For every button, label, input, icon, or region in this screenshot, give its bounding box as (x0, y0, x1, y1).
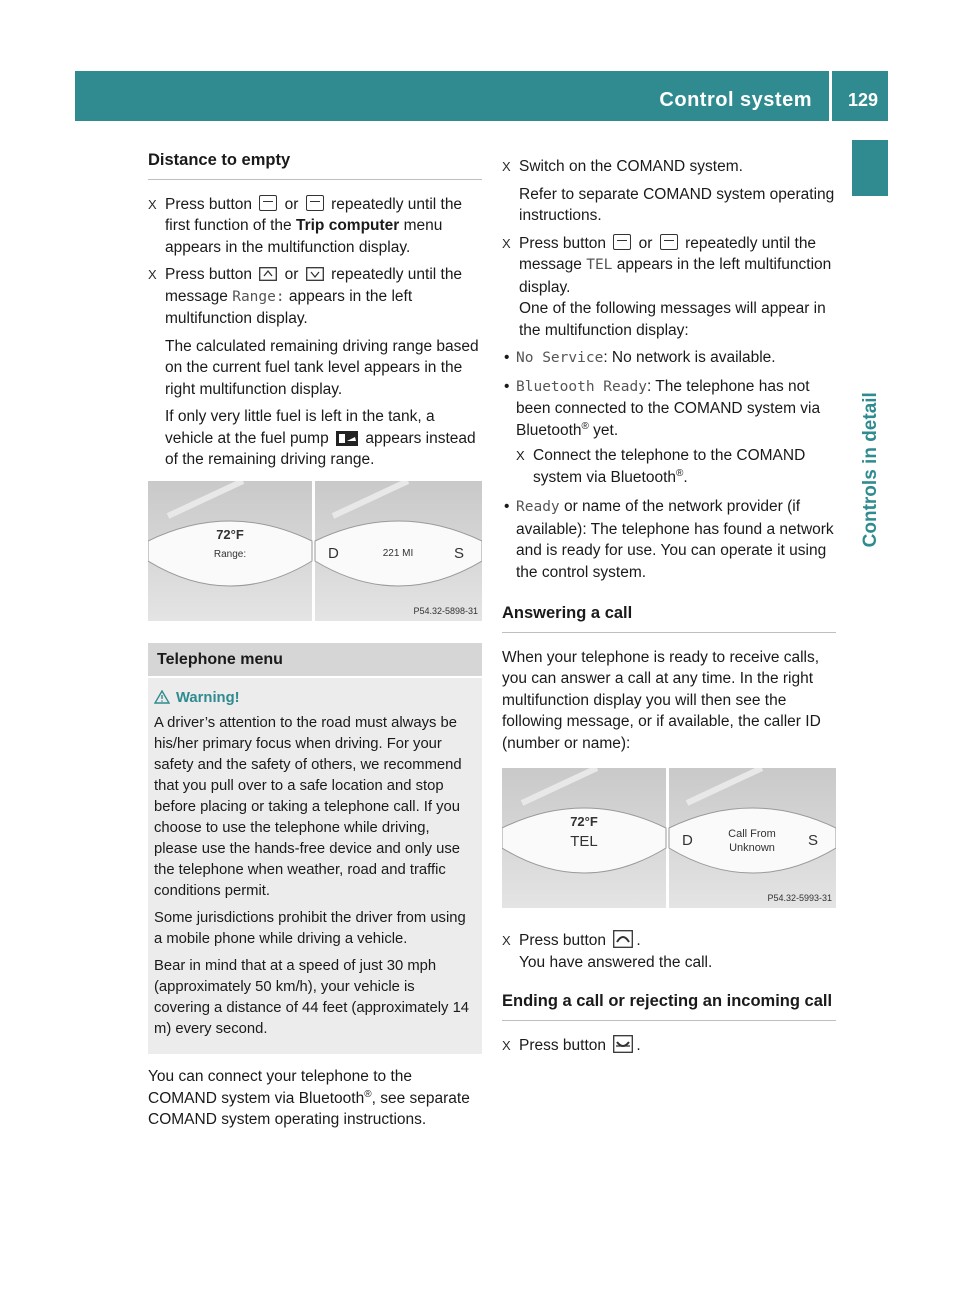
page-title: Control system (659, 89, 812, 111)
instruction-step (502, 156, 836, 227)
answer-paragraph: When your telephone is ready to receive calls, you can answer a call at any time. In the right multifunction display you will then see the following message, or if available, the caller ID (number or name): (502, 648, 821, 752)
instruction-step (148, 264, 482, 471)
list-item-text: : No network is available. (603, 349, 776, 366)
display-message: No Service (516, 350, 604, 366)
warning-paragraph: Some jurisdictions prohibit the driver from using a mobile phone while driving a vehicle. (154, 910, 466, 947)
arrow-up-button-icon (259, 267, 277, 281)
fuel-pump-vehicle-icon (336, 431, 358, 446)
page-number: 129 (847, 90, 878, 110)
fig-gear: D (328, 544, 339, 562)
sub-instruction-step: X Connect the telephone to the COMAND system via Bluetooth®. (516, 445, 836, 488)
registered-mark: ® (364, 1088, 372, 1100)
warning-box (148, 678, 482, 1054)
step-text: appears instead of the remaining driving range. (165, 429, 476, 468)
step-text: Press button (519, 1036, 607, 1054)
menu-down-button-icon (660, 234, 678, 250)
menu-up-button-icon (259, 195, 277, 211)
list-item (502, 496, 836, 583)
instruction-step: X Press button . (502, 1035, 836, 1057)
step-text: If only very little fuel is left in the tank, a vehicle at the fuel pump (165, 408, 435, 447)
list-item-text: or name of the network provider (if available): The telephone has found a network and is ready for use. You can operate it using the control system. (516, 498, 834, 581)
step-text: or (284, 195, 299, 213)
warning-triangle-icon (154, 690, 170, 704)
header-bar (75, 71, 888, 121)
step-text: X Switch on the COMAND system. (519, 158, 743, 175)
list-item-text: : The telephone has not been connected to the COMAND system via Bluetooth (516, 377, 821, 439)
section-heading-distance: Distance to empty (148, 150, 482, 180)
display-message: Bluetooth Ready (516, 378, 647, 395)
step-text: or (284, 266, 299, 283)
instruction-step (148, 194, 482, 259)
side-tab-label: Controls in detail (860, 392, 882, 548)
step-text: Press button (519, 932, 607, 949)
header-divider (829, 71, 832, 121)
fig-direction: S (808, 832, 819, 849)
phone-hangup-icon (613, 1035, 633, 1053)
fig-code: P54.32-5898-31 (413, 605, 478, 616)
step-text: Press button (165, 266, 253, 283)
list-item (502, 347, 836, 370)
fig-call-msg2: Unknown (729, 842, 775, 854)
section-heading-telephone: Telephone menu (148, 643, 482, 679)
fig-temp: 72°F (570, 814, 598, 829)
display-message: Range: (232, 288, 285, 305)
step-text: repeatedly until the first function of the (165, 195, 463, 234)
step-text: Connect the telephone to the COMAND system via Bluetooth (533, 447, 806, 486)
instruction-step: X Press button . You have answered the call. (502, 930, 836, 973)
step-text: The calculated remaining driving range based on the current fuel tank level appears in the right multifunction display. (165, 337, 479, 398)
connect-paragraph (148, 1066, 482, 1131)
step-text: repeatedly until the message (165, 266, 463, 305)
registered-mark: ® (581, 420, 589, 432)
menu-up-button-icon (613, 234, 631, 250)
list-item (502, 376, 836, 489)
step-text: You have answered the call. (519, 953, 713, 971)
step-text: or (638, 234, 653, 252)
fig-direction: S (454, 544, 465, 562)
fig-range-label: Range: (213, 548, 247, 560)
registered-mark: ® (676, 467, 684, 479)
paragraph-text: , see separate COMAND system operating instructions. (148, 1089, 470, 1128)
section-heading-ending: Ending a call or rejecting an incoming call (502, 991, 836, 1021)
side-tab (853, 240, 889, 700)
step-text: One of the following messages will appear in the multifunction display: (519, 300, 826, 339)
step-text: repeatedly until the message (519, 234, 817, 273)
list-item-text: yet. (588, 421, 619, 439)
trip-computer-label: Trip computer (295, 217, 400, 234)
cluster-illustration (148, 481, 482, 621)
warning-title (154, 688, 474, 709)
fig-gear: D (682, 832, 693, 849)
instrument-cluster-figure-call (502, 768, 836, 908)
arrow-down-button-icon (306, 267, 324, 281)
instrument-cluster-figure-range (148, 481, 482, 621)
instruction-step (502, 233, 836, 342)
warning-paragraph: Bear in mind that at a speed of just 30 mph (approximately 50 km/h), your vehicle is covering a distance of 44 feet (approximately 14 m) every second. (154, 958, 470, 1037)
warning-paragraph: A driver’s attention to the road must always be his/her primary focus when driving. For your safety and the safety of others, we recommend that you pull over to a safe location and stop before placing or taking a telephone call. If you choose to use the telephone while driving, please use the hands-free device and only use the telephone when weather, road and traffic conditions permit. (154, 715, 462, 899)
phone-answer-icon (613, 930, 633, 948)
fig-call-msg1: Call From (728, 828, 776, 840)
step-text: appears in the left multifunction display. (165, 287, 413, 327)
fig-temp: 72°F (216, 526, 244, 542)
menu-down-button-icon (306, 195, 324, 211)
fig-miles: 221 MI (382, 547, 414, 559)
step-text (165, 406, 482, 471)
cluster-illustration (502, 768, 836, 908)
fig-tel-label: TEL (570, 833, 598, 850)
display-message: Ready (516, 499, 560, 515)
paragraph-text: You can connect your telephone to the COMAND system via Bluetooth (148, 1068, 412, 1107)
step-text: menu appears in the multifunction display. (165, 217, 443, 256)
step-text: Press button (519, 234, 607, 252)
fig-code: P54.32-5993-31 (767, 893, 832, 903)
left-column (148, 150, 482, 1137)
side-tab-block (852, 140, 888, 196)
section-heading-answering: Answering a call (502, 603, 836, 633)
step-text: Press button (165, 195, 253, 213)
step-text: appears in the left multifunction display. (519, 256, 832, 296)
display-message: TEL (586, 257, 613, 273)
warning-title-text: Warning! (176, 690, 240, 706)
right-column (502, 150, 836, 1062)
step-text: Refer to separate COMAND system operating instructions. (519, 185, 835, 224)
telephone-menu-section (148, 643, 482, 1055)
